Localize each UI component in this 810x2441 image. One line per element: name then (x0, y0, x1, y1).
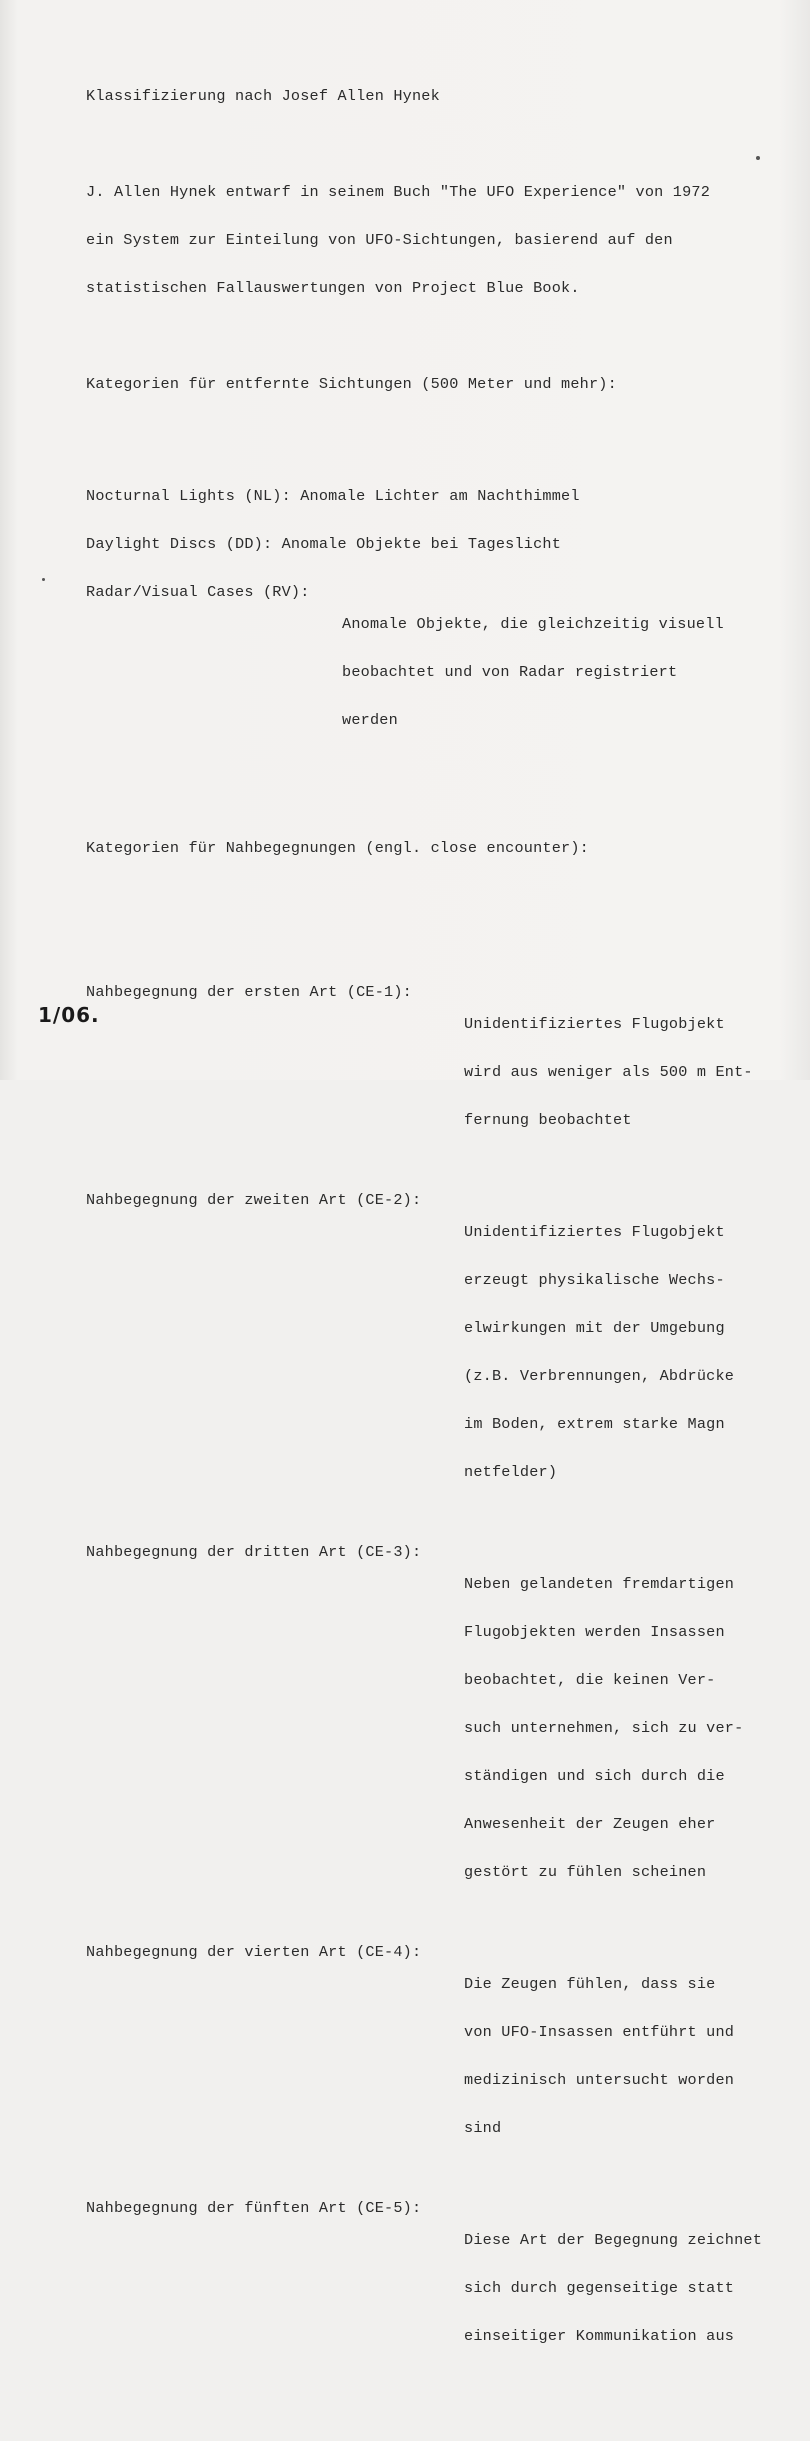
ink-speck (756, 156, 760, 160)
encounter-desc-line: von UFO-Insassen entführt und (464, 2023, 735, 2041)
encounter-desc-line: elwirkungen mit der Umgebung (464, 1319, 725, 1337)
encounter-ce-3 (86, 1544, 796, 1912)
encounter-desc-line: such unternehmen, sich zu ver- (464, 1719, 744, 1737)
distant-category-dd (86, 536, 796, 552)
encounter-desc-line: medizinisch untersucht worden (464, 2071, 735, 2089)
distant-category-rv (86, 584, 796, 760)
encounter-desc-line: Diese Art der Begegnung zeichnet (464, 2231, 763, 2249)
category-label: Nocturnal Lights (NL): (86, 487, 301, 505)
document-heading: Klassifizierung nach Josef Allen Hynek (86, 87, 440, 105)
encounter-desc-line: (z.B. Verbrennungen, Abdrücke (464, 1367, 735, 1385)
encounter-desc-line: einseitiger Kommunikation aus (464, 2327, 735, 2345)
encounter-desc-line: sich durch gegenseitige statt (464, 2279, 735, 2297)
encounter-label: Nahbegegnung der vierten Art (CE-4): (86, 1943, 431, 1961)
distant-category-nl (86, 488, 796, 504)
encounter-desc-line: Neben gelandeten fremdartigen (464, 1575, 735, 1593)
encounter-ce-1 (86, 984, 796, 1160)
encounter-desc-line: gestört zu fühlen scheinen (464, 1863, 707, 1881)
ink-speck (42, 578, 45, 581)
intro-line-3: statistischen Fallauswertungen von Project Blue Book. (86, 279, 580, 297)
category-desc-line: Anomale Objekte, die gleichzeitig visuell (342, 615, 724, 633)
encounter-label: Nahbegegnung der fünften Art (CE-5): (86, 2199, 431, 2217)
encounter-desc-line: sind (464, 2119, 502, 2137)
encounter-label: Nahbegegnung der dritten Art (CE-3): (86, 1543, 431, 1561)
category-desc: Anomale Objekte bei Tageslicht (281, 535, 562, 553)
close-heading: Kategorien für Nahbegegnungen (engl. close encounter): (86, 839, 589, 857)
category-label: Radar/Visual Cases (RV): (86, 583, 319, 601)
encounter-desc-line: ständigen und sich durch die (464, 1767, 725, 1785)
category-desc: Anomale Lichter am Nachthimmel (300, 487, 580, 505)
category-desc-line: beobachtet und von Radar registriert (342, 663, 678, 681)
encounter-ce-4 (86, 1944, 796, 2168)
page-number-mark: 1/06. (38, 1003, 100, 1027)
encounter-desc-line: Unidentifiziertes Flugobjekt (464, 1015, 725, 1033)
encounter-desc-line: fernung beobachtet (464, 1111, 632, 1129)
encounter-desc-line: Unidentifiziertes Flugobjekt (464, 1223, 725, 1241)
encounter-ce-2 (86, 1192, 796, 1512)
encounter-desc-line: erzeugt physikalische Wechs- (464, 1271, 725, 1289)
encounter-label: Nahbegegnung der zweiten Art (CE-2): (86, 1191, 431, 1209)
intro-line-2: ein System zur Einteilung von UFO-Sichtungen, basierend auf den (86, 231, 673, 249)
encounter-label: Nahbegegnung der ersten Art (CE-1): (86, 983, 422, 1001)
encounter-desc-line: Anwesenheit der Zeugen eher (464, 1815, 716, 1833)
encounter-desc-line: beobachtet, die keinen Ver- (464, 1671, 716, 1689)
encounter-desc-line: Flugobjekten werden Insassen (464, 1623, 725, 1641)
encounter-desc-line: im Boden, extrem starke Magn (464, 1415, 725, 1433)
encounter-ce-5 (86, 2200, 796, 2376)
encounter-desc-line: Die Zeugen fühlen, dass sie (464, 1975, 716, 1993)
distant-heading: Kategorien für entfernte Sichtungen (500 Meter und mehr): (86, 375, 617, 393)
encounter-desc-line: wird aus weniger als 500 m Ent- (464, 1063, 753, 1081)
encounter-desc-line: netfelder) (464, 1463, 558, 1481)
typewritten-document (86, 56, 796, 2440)
category-label: Daylight Discs (DD): (86, 535, 282, 553)
intro-line-1: J. Allen Hynek entwarf in seinem Buch "The UFO Experience" von 1972 (86, 183, 711, 201)
category-desc-line: werden (342, 711, 398, 729)
